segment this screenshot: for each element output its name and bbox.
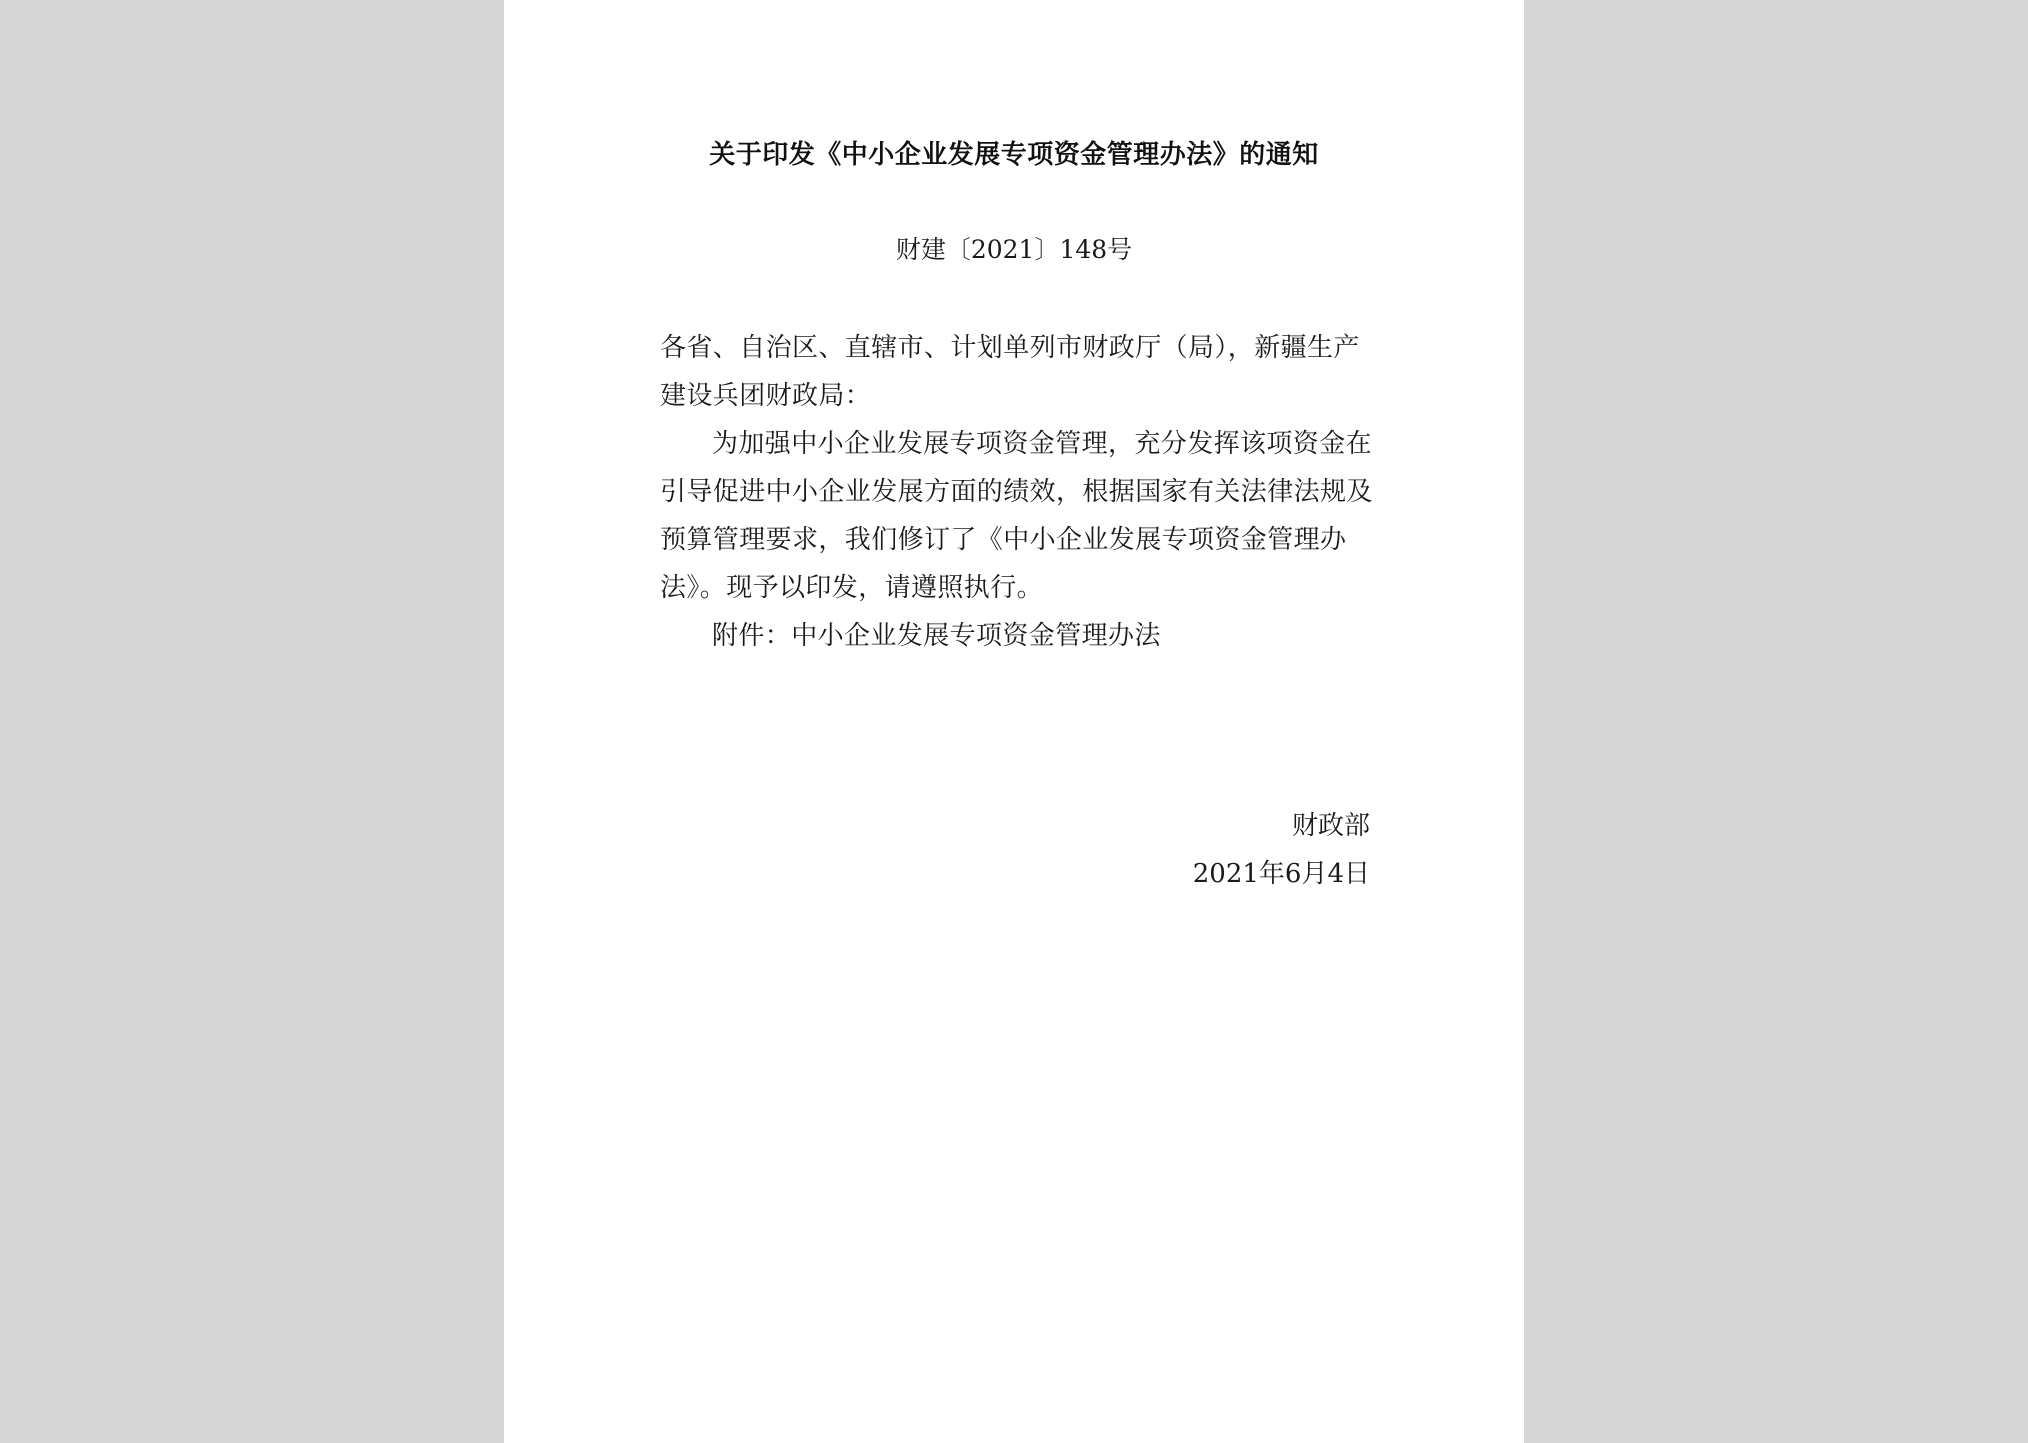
recipient-line: 各省、自治区、直辖市、计划单列市财政厅（局），新疆生产建设兵团财政局： [660,333,1360,411]
document-page [504,0,1524,1443]
attachment-line: 附件：中小企业发展专项资金管理办法 [712,621,1161,651]
issue-date: 2021年6月4日 [1192,859,1370,889]
document-body [660,324,1374,660]
document-title: 关于印发《中小企业发展专项资金管理办法》的通知 [709,140,1319,170]
signature-block [1193,802,1370,898]
document-number: 财建〔2021〕148号 [895,235,1133,264]
issuer-name: 财政部 [1291,811,1370,841]
body-paragraph: 为加强中小企业发展专项资金管理，充分发挥该项资金在引导促进中小企业发展方面的绩效，根据国家有关法律法规及预算管理要求，我们修订了《中小企业发展专项资金管理办法》。现予以印发，请遵照执行。 [660,429,1373,603]
